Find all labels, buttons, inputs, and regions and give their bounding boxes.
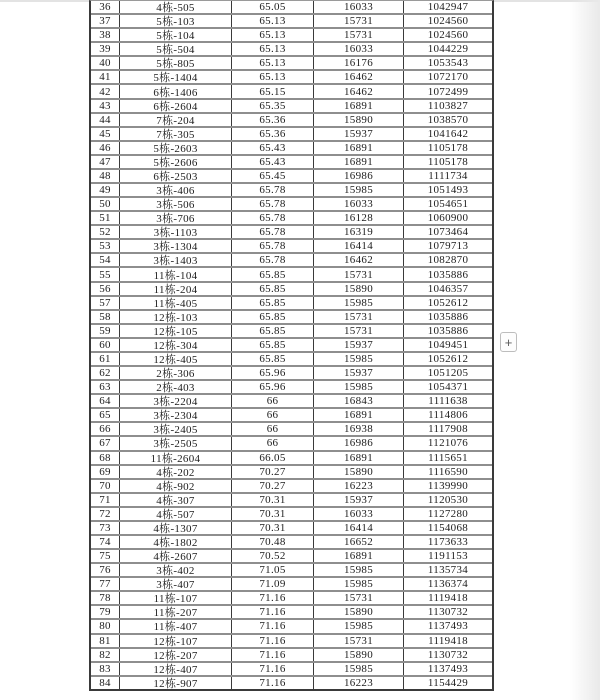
table-cell-value-2: 16319 (314, 226, 404, 238)
table-cell-row-number: 53 (91, 240, 120, 252)
table-cell-row-number: 62 (91, 367, 120, 379)
table-cell-unit: 11栋-204 (120, 283, 232, 295)
table-row (91, 254, 492, 268)
table-cell-value-3: 1060900 (427, 212, 469, 225)
table-cell-value-2: 16414 (314, 240, 404, 252)
table-cell-unit: 5栋-2603 (120, 142, 232, 154)
table-row (91, 381, 492, 395)
table-cell-value-2: 15985 (314, 620, 404, 632)
table-cell-row-number: 67 (91, 437, 120, 449)
table-cell-row-number: 54 (91, 254, 120, 266)
table-cell-value-2: 16033 (314, 198, 404, 210)
table-row (91, 677, 492, 689)
table-cell-row-number: 58 (91, 311, 120, 323)
table-cell-value-3: 1135734 (427, 564, 469, 577)
table-cell-value-3: 1038570 (427, 113, 469, 126)
table-cell-value-3: 1154429 (427, 676, 469, 689)
table-cell-row-number: 47 (91, 156, 120, 168)
table-cell-value-2: 15731 (314, 592, 404, 604)
table-cell-row-number: 60 (91, 339, 120, 351)
table-cell-value-2: 15890 (314, 606, 404, 618)
table-cell-value-1: 71.16 (232, 620, 314, 632)
table-row (91, 212, 492, 226)
table-cell-row-number: 78 (91, 592, 120, 604)
table-row (91, 142, 492, 156)
table-cell-value-3: 1082870 (427, 254, 469, 267)
table-cell-value-3: 1105178 (427, 141, 469, 154)
table-cell-value-2: 15985 (314, 297, 404, 309)
table-cell-unit: 3栋-407 (120, 578, 232, 590)
table-cell-value-2: 16891 (314, 550, 404, 562)
table-cell-value-1: 66 (232, 423, 314, 435)
table-cell-row-number: 42 (91, 85, 120, 97)
table-row (91, 592, 492, 606)
table-cell-value-3: 1051205 (427, 367, 469, 380)
table-cell-value-1: 66 (232, 395, 314, 407)
table-cell-value-2: 15937 (314, 494, 404, 506)
table-cell-value-2: 15985 (314, 663, 404, 675)
table-cell-value-2: 15731 (314, 311, 404, 323)
table-cell-value-3: 1137493 (427, 620, 469, 633)
table-cell-unit: 3栋-2204 (120, 395, 232, 407)
table-cell-value-2: 15731 (314, 29, 404, 41)
table-cell-value-3: 1073464 (427, 226, 469, 239)
table-cell-value-3: 1121076 (427, 437, 469, 450)
table-cell-value-3: 1049451 (427, 338, 469, 351)
table-cell-unit: 3栋-1103 (120, 226, 232, 238)
table-cell-value-2: 16986 (314, 437, 404, 449)
table-row (91, 240, 492, 254)
table-cell-row-number: 59 (91, 325, 120, 337)
table-cell-value-3: 1035886 (427, 268, 469, 281)
table-cell-row-number: 66 (91, 423, 120, 435)
table-row (91, 170, 492, 184)
table-row (91, 283, 492, 297)
table-cell-unit: 5栋-1404 (120, 71, 232, 83)
table-cell-unit: 11栋-104 (120, 268, 232, 280)
table-cell-value-2: 15731 (314, 325, 404, 337)
table-cell-unit: 7栋-305 (120, 128, 232, 140)
table-cell-unit: 6栋-2604 (120, 100, 232, 112)
table-row (91, 114, 492, 128)
table-cell-unit: 2栋-306 (120, 367, 232, 379)
table-cell-unit: 7栋-204 (120, 114, 232, 126)
table-cell-unit: 12栋-107 (120, 635, 232, 647)
table-cell-value-1: 65.36 (232, 114, 314, 126)
table-row (91, 325, 492, 339)
table-cell-row-number: 50 (91, 198, 120, 210)
table-cell-row-number: 80 (91, 620, 120, 632)
table-cell-value-3: 1111734 (428, 169, 468, 182)
table-row (91, 437, 492, 451)
table-cell-value-3: 1054371 (427, 381, 469, 394)
table-row (91, 536, 492, 550)
table-cell-value-2: 16891 (314, 100, 404, 112)
table-cell-value-1: 70.31 (232, 522, 314, 534)
table-cell-value-3: 1044229 (427, 43, 469, 56)
table-row (91, 226, 492, 240)
table-cell-row-number: 57 (91, 297, 120, 309)
table-cell-value-1: 71.16 (232, 663, 314, 675)
table-cell-value-1: 65.78 (232, 212, 314, 224)
table-cell-row-number: 63 (91, 381, 120, 393)
table-row (91, 184, 492, 198)
table-cell-value-1: 71.16 (232, 606, 314, 618)
table-cell-unit: 12栋-407 (120, 663, 232, 675)
table-cell-unit: 3栋-406 (120, 184, 232, 196)
table-cell-value-1: 65.85 (232, 268, 314, 280)
table-cell-row-number: 46 (91, 142, 120, 154)
table-cell-value-3: 1105178 (427, 155, 469, 168)
table-row (91, 71, 492, 85)
data-table (89, 0, 494, 691)
table-cell-value-1: 70.27 (232, 480, 314, 492)
table-cell-row-number: 51 (91, 212, 120, 224)
table-cell-value-1: 65.85 (232, 353, 314, 365)
table-cell-value-1: 65.43 (232, 142, 314, 154)
table-cell-value-2: 15731 (314, 268, 404, 280)
table-row (91, 367, 492, 381)
table-cell-value-2: 15731 (314, 15, 404, 27)
table-row (91, 606, 492, 620)
table-row (91, 57, 492, 71)
table-cell-value-1: 65.13 (232, 43, 314, 55)
table-cell-unit: 12栋-907 (120, 677, 232, 689)
table-cell-value-1: 65.78 (232, 226, 314, 238)
table-row (91, 100, 492, 114)
table-cell-value-1: 65.85 (232, 283, 314, 295)
table-cell-value-1: 70.27 (232, 466, 314, 478)
table-row (91, 156, 492, 170)
table-cell-value-2: 15937 (314, 128, 404, 140)
table-row (91, 85, 492, 99)
table-cell-unit: 5栋-103 (120, 15, 232, 27)
table-cell-row-number: 43 (91, 100, 120, 112)
table-cell-value-2: 16223 (314, 480, 404, 492)
table-cell-value-3: 1114806 (428, 409, 468, 422)
table-cell-value-1: 65.78 (232, 184, 314, 196)
table-cell-value-3: 1072499 (427, 85, 469, 98)
table-cell-unit: 12栋-105 (120, 325, 232, 337)
table-row (91, 649, 492, 663)
table-cell-row-number: 39 (91, 43, 120, 55)
table-row (91, 480, 492, 494)
table-row (91, 268, 492, 282)
table-cell-value-2: 16891 (314, 156, 404, 168)
table-cell-value-3: 1173633 (427, 536, 469, 548)
table-cell-value-1: 70.31 (232, 508, 314, 520)
table-cell-row-number: 75 (91, 550, 120, 562)
table-cell-row-number: 49 (91, 184, 120, 196)
table-cell-row-number: 45 (91, 128, 120, 140)
table-cell-value-1: 65.45 (232, 170, 314, 182)
table-cell-unit: 5栋-504 (120, 43, 232, 55)
table-cell-value-1: 71.16 (232, 677, 314, 689)
table-cell-row-number: 71 (91, 494, 120, 506)
table-cell-unit: 4栋-202 (120, 466, 232, 478)
table-row (91, 494, 492, 508)
table-cell-value-3: 1127280 (427, 507, 469, 520)
table-cell-value-1: 70.48 (232, 536, 314, 548)
table-row (91, 564, 492, 578)
table-cell-value-1: 65.85 (232, 311, 314, 323)
table-cell-value-1: 65.85 (232, 297, 314, 309)
table-row (91, 1, 492, 15)
table-cell-unit: 11栋-2604 (120, 452, 232, 464)
table-cell-value-2: 16033 (314, 43, 404, 55)
table-cell-value-3: 1053543 (427, 57, 469, 70)
table-cell-value-3: 1116590 (428, 465, 468, 478)
table-cell-unit: 11栋-407 (120, 620, 232, 632)
table-cell-value-1: 65.13 (232, 15, 314, 27)
table-cell-value-2: 16462 (314, 71, 404, 83)
table-cell-row-number: 77 (91, 578, 120, 590)
table-cell-row-number: 64 (91, 395, 120, 407)
table-cell-row-number: 72 (91, 508, 120, 520)
table-cell-value-1: 65.35 (232, 100, 314, 112)
table-cell-row-number: 55 (91, 268, 120, 280)
table-cell-value-2: 15890 (314, 649, 404, 661)
table-cell-value-3: 1024560 (427, 15, 469, 28)
table-cell-value-1: 71.09 (232, 578, 314, 590)
table-cell-value-2: 15985 (314, 353, 404, 365)
table-cell-row-number: 84 (91, 677, 120, 689)
table-cell-value-1: 65.85 (232, 325, 314, 337)
table-cell-row-number: 68 (91, 452, 120, 464)
table-cell-value-2: 15890 (314, 114, 404, 126)
table-cell-row-number: 48 (91, 170, 120, 182)
table-cell-unit: 3栋-1304 (120, 240, 232, 252)
table-cell-value-3: 1191153 (428, 550, 468, 563)
table-cell-value-2: 16986 (314, 170, 404, 182)
table-cell-value-2: 16128 (314, 212, 404, 224)
table-cell-unit: 4栋-505 (120, 1, 232, 13)
table-cell-unit: 11栋-207 (120, 606, 232, 618)
table-row (91, 452, 492, 466)
table-cell-row-number: 81 (91, 635, 120, 647)
table-cell-value-2: 15890 (314, 466, 404, 478)
right-edge-shadow (570, 0, 600, 700)
table-cell-row-number: 44 (91, 114, 120, 126)
table-row (91, 297, 492, 311)
table-cell-row-number: 74 (91, 536, 120, 548)
table-cell-unit: 4栋-1802 (120, 536, 232, 548)
table-cell-value-3: 1154068 (427, 521, 469, 534)
table-cell-unit: 11栋-107 (120, 592, 232, 604)
table-cell-unit: 6栋-1406 (120, 85, 232, 97)
table-cell-value-3: 1119418 (428, 592, 468, 605)
table-cell-row-number: 36 (91, 1, 120, 13)
table-cell-row-number: 76 (91, 564, 120, 576)
table-cell-value-2: 16891 (314, 452, 404, 464)
table-cell-unit: 5栋-805 (120, 57, 232, 69)
table-cell-value-3: 1117908 (428, 423, 468, 436)
table-row (91, 578, 492, 592)
table-row (91, 15, 492, 29)
table-cell-unit: 12栋-103 (120, 311, 232, 323)
table-cell-row-number: 70 (91, 480, 120, 492)
table-cell-value-1: 65.13 (232, 71, 314, 83)
table-cell-value-1: 65.43 (232, 156, 314, 168)
table-cell-value-1: 65.13 (232, 57, 314, 69)
table-cell-value-2: 16223 (314, 677, 404, 689)
table-cell-unit: 2栋-403 (120, 381, 232, 393)
table-cell-value-1: 65.96 (232, 381, 314, 393)
table-cell-value-3: 1130732 (427, 648, 469, 661)
table-cell-row-number: 65 (91, 409, 120, 421)
table-row (91, 663, 492, 677)
table-cell-value-3: 1054651 (427, 198, 469, 211)
table-cell-value-3: 1120530 (427, 493, 469, 506)
table-cell-value-2: 16891 (314, 409, 404, 421)
table-cell-value-2: 16462 (314, 254, 404, 266)
table-cell-value-2: 15985 (314, 184, 404, 196)
table-cell-value-3: 1042947 (427, 1, 469, 14)
table-row (91, 466, 492, 480)
table-cell-value-3: 1041642 (427, 127, 469, 140)
table-cell-row-number: 61 (91, 353, 120, 365)
table-cell-value-3: 1052612 (427, 296, 469, 309)
table-cell-value-1: 65.13 (232, 29, 314, 41)
table-cell-value-3: 1035886 (427, 324, 469, 337)
table-cell-unit: 3栋-402 (120, 564, 232, 576)
table-cell-value-1: 66 (232, 409, 314, 421)
table-cell-row-number: 40 (91, 57, 120, 69)
table-cell-value-2: 15985 (314, 564, 404, 576)
table-cell-unit: 3栋-706 (120, 212, 232, 224)
table-cell-value-1: 70.52 (232, 550, 314, 562)
table-cell-value-1: 71.16 (232, 592, 314, 604)
table-cell-value-3: 1139990 (427, 479, 469, 492)
table-cell-value-3: 1035886 (427, 310, 469, 323)
table-cell-row-number: 79 (91, 606, 120, 618)
table-cell-unit: 4栋-1307 (120, 522, 232, 534)
table-cell-value-1: 65.78 (232, 254, 314, 266)
table-row (91, 311, 492, 325)
table-cell-value-2: 16414 (314, 522, 404, 534)
table-cell-value-3: 1052612 (427, 352, 469, 365)
table-cell-value-2: 15937 (314, 367, 404, 379)
table-cell-value-2: 15937 (314, 339, 404, 351)
table-cell-row-number: 41 (91, 71, 120, 83)
table-cell-row-number: 73 (91, 522, 120, 534)
table-cell-unit: 12栋-405 (120, 353, 232, 365)
table-row (91, 409, 492, 423)
table-cell-value-1: 71.05 (232, 564, 314, 576)
table-cell-value-3: 1111638 (428, 395, 468, 408)
table-cell-value-2: 16462 (314, 85, 404, 97)
table-row (91, 522, 492, 536)
table-cell-unit: 4栋-902 (120, 480, 232, 492)
table-cell-unit: 11栋-405 (120, 297, 232, 309)
table-cell-row-number: 82 (91, 649, 120, 661)
table-cell-row-number: 38 (91, 29, 120, 41)
table-cell-unit: 4栋-2607 (120, 550, 232, 562)
table-row (91, 395, 492, 409)
table-cell-row-number: 69 (91, 466, 120, 478)
table-cell-row-number: 56 (91, 283, 120, 295)
table-cell-unit: 3栋-2405 (120, 423, 232, 435)
table-cell-value-2: 16652 (314, 536, 404, 548)
table-cell-value-2: 16176 (314, 57, 404, 69)
table-row (91, 620, 492, 634)
table-cell-value-1: 66.05 (232, 452, 314, 464)
table-row (91, 353, 492, 367)
table-cell-value-3: 1103827 (427, 99, 469, 112)
table-cell-unit: 3栋-506 (120, 198, 232, 210)
table-cell-unit: 12栋-304 (120, 339, 232, 351)
table-cell-value-1: 70.31 (232, 494, 314, 506)
table-cell-value-3: 1072170 (427, 71, 469, 84)
table-cell-value-2: 16891 (314, 142, 404, 154)
table-cell-value-1: 65.15 (232, 85, 314, 97)
table-cell-unit: 5栋-2606 (120, 156, 232, 168)
table-cell-unit: 6栋-2503 (120, 170, 232, 182)
table-cell-value-3: 1130732 (427, 606, 469, 619)
table-cell-row-number: 37 (91, 15, 120, 27)
table-cell-unit: 3栋-2505 (120, 437, 232, 449)
table-cell-value-1: 66 (232, 437, 314, 449)
table-cell-value-2: 16033 (314, 508, 404, 520)
table-cell-value-3: 1079713 (427, 240, 469, 253)
table-cell-unit: 3栋-1403 (120, 254, 232, 266)
table-row (91, 635, 492, 649)
table-cell-value-2: 15890 (314, 283, 404, 295)
table-row (91, 128, 492, 142)
table-cell-row-number: 52 (91, 226, 120, 238)
table-cell-value-1: 65.05 (232, 1, 314, 13)
table-cell-value-1: 65.96 (232, 367, 314, 379)
table-cell-unit: 4栋-307 (120, 494, 232, 506)
table-row (91, 29, 492, 43)
table-cell-value-1: 71.16 (232, 649, 314, 661)
table-cell-value-1: 65.78 (232, 198, 314, 210)
table-cell-unit: 5栋-104 (120, 29, 232, 41)
table-cell-value-1: 65.85 (232, 339, 314, 351)
table-cell-value-3: 1051493 (427, 184, 469, 197)
table-cell-value-1: 65.78 (232, 240, 314, 252)
table-cell-value-1: 65.36 (232, 128, 314, 140)
table-row (91, 508, 492, 522)
table-row (91, 550, 492, 564)
table-cell-value-1: 71.16 (232, 635, 314, 647)
table-cell-value-3: 1046357 (427, 282, 469, 295)
table-cell-value-2: 16843 (314, 395, 404, 407)
table-cell-value-2: 15985 (314, 578, 404, 590)
plus-button[interactable]: + (500, 332, 517, 352)
table-row (91, 198, 492, 212)
table-row (91, 423, 492, 437)
table-cell-value-2: 16938 (314, 423, 404, 435)
table-cell-value-3: 1119418 (428, 634, 468, 647)
table-row (91, 339, 492, 353)
table-cell-value-3: 1136374 (427, 578, 469, 591)
table-cell-value-2: 15731 (314, 635, 404, 647)
table-cell-value-2: 16033 (314, 1, 404, 13)
table-cell-value-3: 1115651 (428, 451, 468, 464)
table-cell-value-2: 15985 (314, 381, 404, 393)
table-cell-unit: 12栋-207 (120, 649, 232, 661)
table-cell-unit: 4栋-507 (120, 508, 232, 520)
table-cell-unit: 3栋-2304 (120, 409, 232, 421)
table-cell-value-3: 1024560 (427, 29, 469, 42)
table-cell-row-number: 83 (91, 663, 120, 675)
table-row (91, 43, 492, 57)
table-cell-value-3: 1137493 (427, 662, 469, 675)
